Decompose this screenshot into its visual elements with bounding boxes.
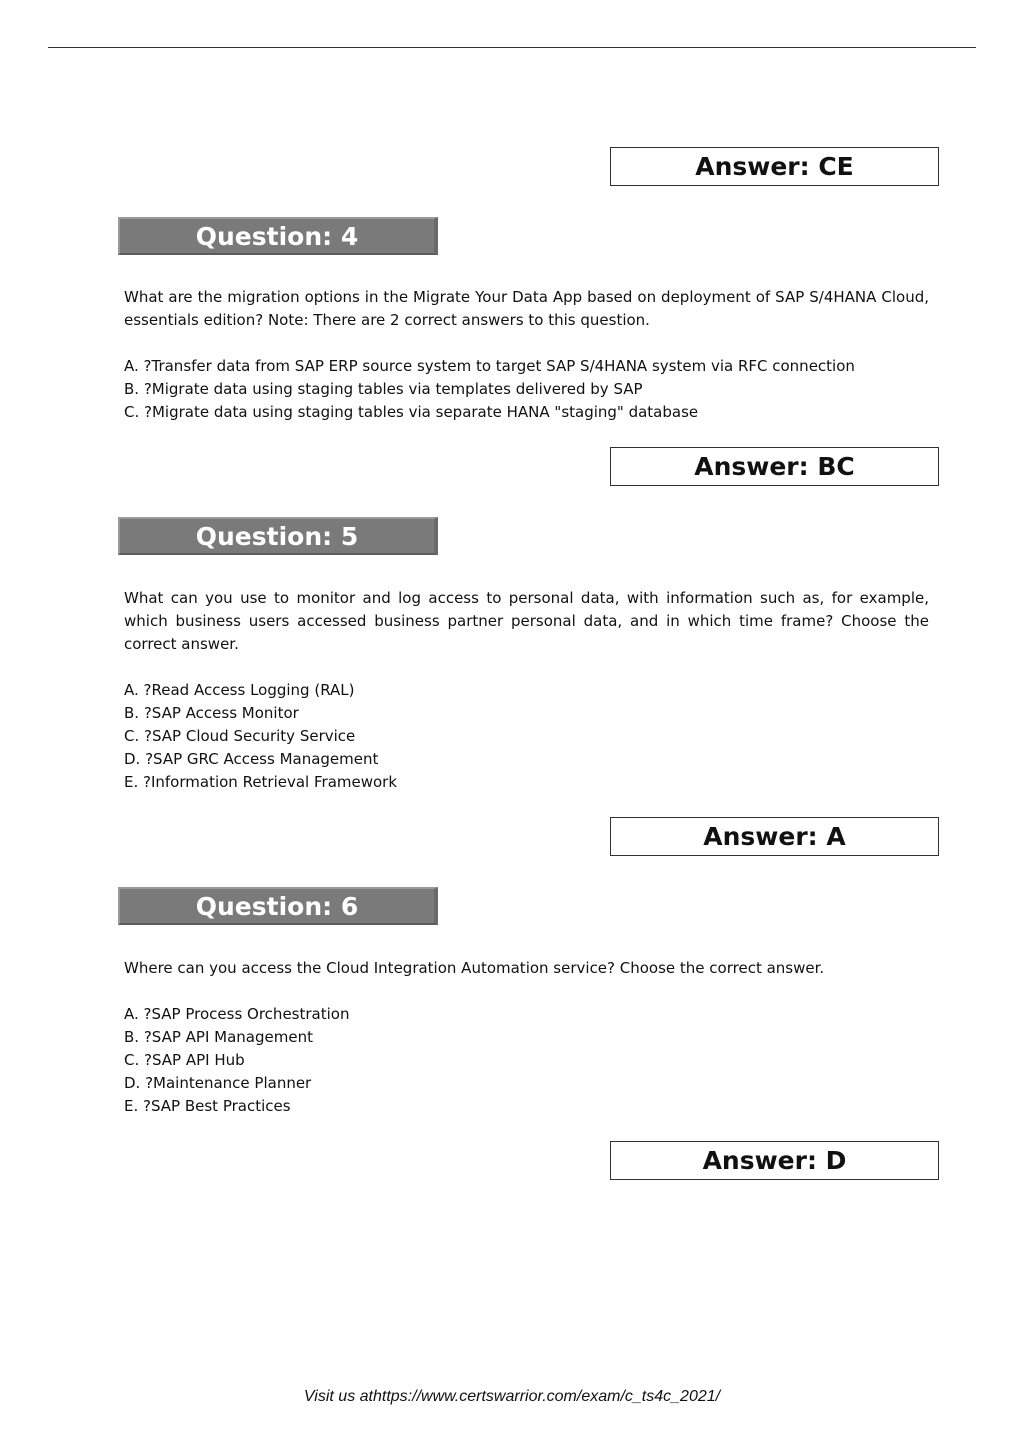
answer-box-previous (610, 147, 939, 186)
question-text-5: What can you use to monitor and log access to personal data, with information such as, for example, which business users accessed business partner personal data, and in which time frame? Choose the correct answer. (124, 589, 929, 653)
question-title: Question: 6 (195, 891, 359, 921)
top-rule (48, 47, 976, 48)
question-header-4 (118, 217, 438, 255)
option-b: B. ?Migrate data using staging tables via templates delivered by SAP (124, 380, 643, 398)
question-text-4: What are the migration options in the Migrate Your Data App based on deployment of SAP S/4HANA Cloud, essentials edition? Note: There are 2 correct answers to this question. (124, 288, 929, 329)
option-a: A. ?SAP Process Orchestration (124, 1005, 350, 1023)
answer-label: Answer: D (702, 1146, 847, 1175)
option-b: B. ?SAP Access Monitor (124, 704, 299, 722)
option-d: D. ?Maintenance Planner (124, 1074, 312, 1092)
options-list-6 (124, 1003, 349, 1118)
option-b: B. ?SAP API Management (124, 1028, 313, 1046)
answer-box-6 (610, 1141, 939, 1180)
question-title: Question: 4 (195, 221, 359, 251)
question-header-6 (118, 887, 438, 925)
option-c: C. ?SAP Cloud Security Service (124, 727, 356, 745)
options-list-5 (124, 679, 397, 794)
option-a: A. ?Transfer data from SAP ERP source system to target SAP S/4HANA system via RFC connection (124, 357, 855, 375)
answer-label: Answer: BC (694, 452, 855, 481)
option-e: E. ?SAP Best Practices (124, 1097, 291, 1115)
option-e: E. ?Information Retrieval Framework (124, 773, 398, 791)
footer-link[interactable]: Visit us athttps://www.certswarrior.com/exam/c_ts4c_2021/ (303, 1388, 721, 1405)
option-c: C. ?SAP API Hub (124, 1051, 245, 1069)
answer-label: Answer: A (703, 822, 846, 851)
option-d: D. ?SAP GRC Access Management (124, 750, 379, 768)
option-c: C. ?Migrate data using staging tables via separate HANA "staging" database (124, 403, 699, 421)
answer-box-4 (610, 447, 939, 486)
question-text-6: Where can you access the Cloud Integration Automation service? Choose the correct answer. (124, 959, 825, 977)
answer-box-5 (610, 817, 939, 856)
option-a: A. ?Read Access Logging (RAL) (124, 681, 355, 699)
answer-label: Answer: CE (695, 152, 854, 181)
question-title: Question: 5 (195, 521, 359, 551)
options-list-4 (124, 355, 855, 424)
question-header-5 (118, 517, 438, 555)
